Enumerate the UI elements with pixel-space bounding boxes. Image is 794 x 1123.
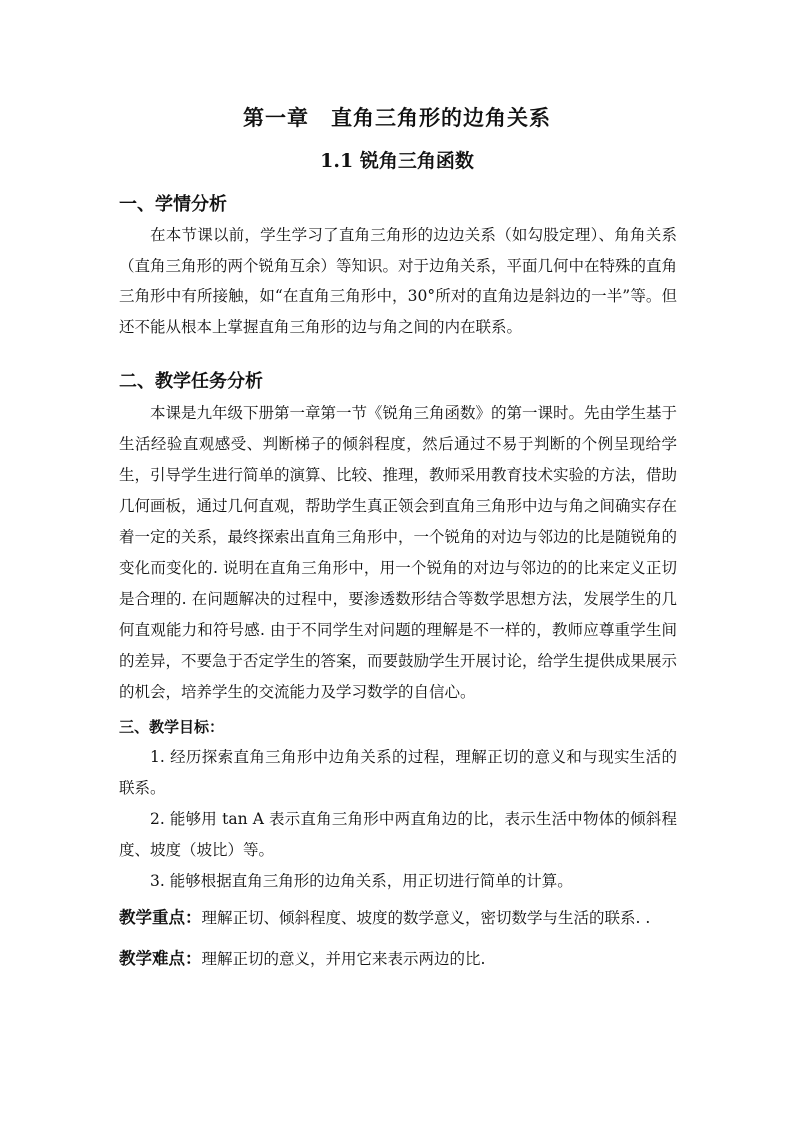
- key-point-text: 理解正切、倾斜程度、坡度的数学意义，密切数学与生活的联系. .: [201, 909, 651, 927]
- goal-item-1: 1. 经历探索直角三角形中边角关系的过程，理解正切的意义和与现实生活的联系。: [119, 748, 677, 797]
- heading-goals: 三、教学目标：: [119, 718, 225, 736]
- section-title: 1.1 锐角三角函数: [320, 150, 474, 172]
- chapter-title: 第一章 直角三角形的边角关系: [243, 105, 551, 130]
- key-point-line: [119, 903, 719, 933]
- goal-item-3: 3. 能够根据直角三角形的边角关系，用正切进行简单的计算。: [150, 872, 573, 890]
- paragraph-analysis: 在本节课以前，学生学习了直角三角形的边边关系（如勾股定理）、角角关系（直角三角形的两个锐角互余）等知识。对于边角关系，平面几何中在特殊的直角三角形中有所接触，如“在直角三角形中，30°所对的直角边是斜边的一半”等。但还不能从根本上掌握直角三角形的边与角之间的内在联系。: [119, 226, 678, 336]
- heading-task: 二、教学任务分析: [119, 371, 263, 392]
- paragraph-task: 本课是九年级下册第一章第一节《锐角三角函数》的第一课时。先由学生基于生活经验直观感受、判断梯子的倾斜程度，然后通过不易于判断的个例呈现给学生，引导学生进行简单的演算、比较、推理，教师采用教育技术实验的方法，借助几何画板，通过几何直观，帮助学生真正领会到直角三角形中边与角之间确实存在着一定的关系，最终探索出直角三角形中，一个锐角的对边与邻边的比是随锐角的变化而变化的. 说明在直角三角形中，用一个锐角的对边与邻边的的比来定义正切是合理的. 在问题解决的过程中，要渗透数形结合等数学思想方法，发展学生的几何直观能力和符号感. 由于不同学生对问题的理解是不一样的，教师应尊重学生间的差异，不要急于否定学生的答案，而要鼓励学生开展讨论，给学生提供成果展示的机会，培养学生的交流能力及学习数学的自信心。: [119, 404, 678, 701]
- goal-item-2: 2. 能够用 tan A 表示直角三角形中两直角边的比，表示生活中物体的倾斜程度、坡度（坡比）等。: [119, 810, 677, 859]
- key-point-label: 教学重点：: [119, 908, 202, 927]
- difficulty-line: [119, 944, 719, 974]
- difficulty-text: 理解正切的意义，并用它来表示两边的比.: [201, 950, 486, 968]
- difficulty-label: 教学难点：: [119, 949, 202, 968]
- heading-analysis: 一、学情分析: [119, 194, 227, 215]
